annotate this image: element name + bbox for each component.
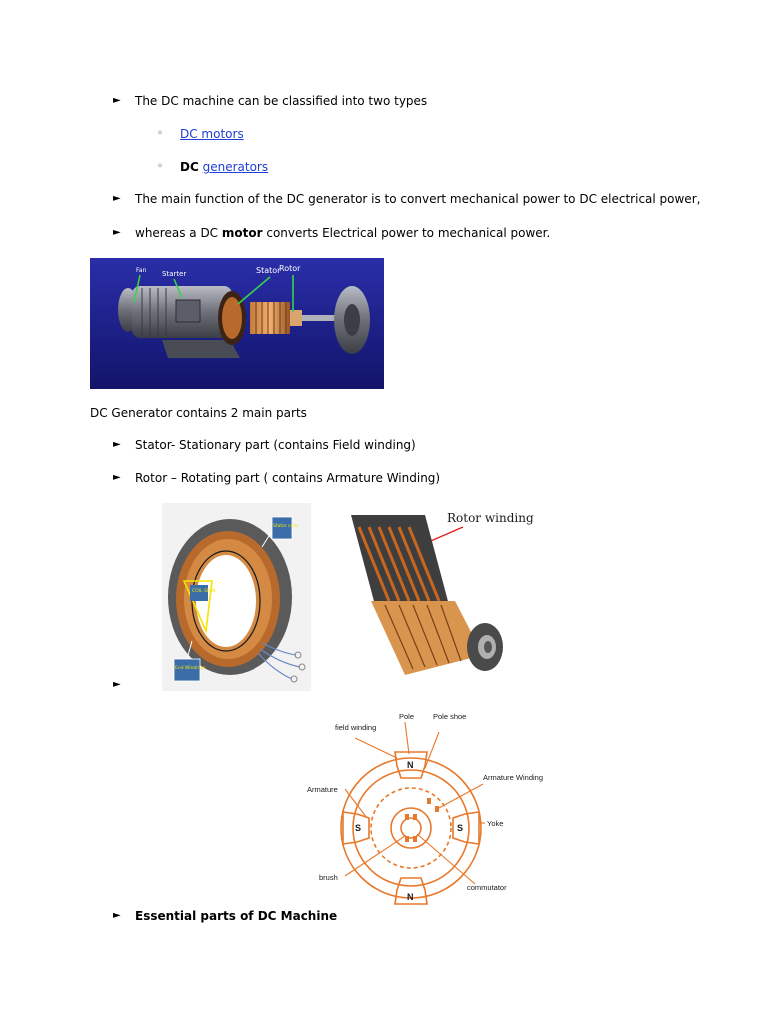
dc-motor-image <box>90 258 384 389</box>
list-item: Rotor – Rotating part ( contains Armature Winding) <box>135 471 441 485</box>
list-item: The main function of the DC generator is to convert mechanical power to DC electrical power, <box>135 192 701 206</box>
bullet-arrow-icon: ► <box>113 679 121 690</box>
circle-bullet-icon: ◦ <box>157 161 163 172</box>
paragraph: DC Generator contains 2 main parts <box>90 406 307 420</box>
pole-shoe-label: Pole shoe <box>433 712 467 721</box>
dc-motors-link[interactable]: DC motors <box>180 127 244 141</box>
dc-prefix: DC <box>180 160 199 174</box>
list-item: Stator- Stationary part (contains Field winding) <box>135 438 416 452</box>
text-segment: whereas a DC <box>135 226 222 240</box>
brush-label: brush <box>319 873 338 882</box>
list-item <box>180 126 244 142</box>
commutator-label: commutator <box>467 883 507 892</box>
list-item <box>180 159 268 175</box>
rotor-winding-label: Rotor winding <box>447 511 534 525</box>
stator-core-label: Stator core <box>273 524 298 529</box>
rotor-image <box>345 505 534 685</box>
list-item: Essential parts of DC Machine <box>135 909 338 923</box>
pole-n-top: N <box>407 760 414 770</box>
bullet-arrow-icon: ► <box>113 439 121 450</box>
text-segment: converts Electrical power to mechanical power. <box>262 226 551 240</box>
dc-machine-diagram <box>305 708 544 920</box>
yoke-label: Yoke <box>487 819 504 828</box>
list-item <box>135 225 550 241</box>
list-item: The DC machine can be classified into two types <box>135 94 428 108</box>
end-windings-label: End Windings <box>175 666 206 671</box>
stator-label: Stator <box>256 266 281 275</box>
circle-bullet-icon: ◦ <box>157 128 163 139</box>
pole-s-right: S <box>457 823 464 833</box>
armature-label: Armature <box>307 785 338 794</box>
bullet-arrow-icon: ► <box>113 910 121 921</box>
generators-link[interactable]: generators <box>202 160 269 174</box>
bullet-arrow-icon: ► <box>113 193 121 204</box>
coil-span-label: COIL SPAN <box>192 589 216 594</box>
rotor-label: Rotor <box>279 264 301 273</box>
stator-image <box>162 503 311 691</box>
pole-label: Pole <box>399 712 415 721</box>
bullet-arrow-icon: ► <box>113 95 121 106</box>
pole-s-left: S <box>355 823 362 833</box>
field-winding-label: field winding <box>335 723 377 732</box>
bullet-arrow-icon: ► <box>113 227 121 238</box>
armature-winding-label: Armature Winding <box>483 773 544 782</box>
bullet-arrow-icon: ► <box>113 472 121 483</box>
pole-n-bottom: N <box>407 892 414 902</box>
starter-label: Starter <box>162 270 187 278</box>
bold-motor: motor <box>221 226 263 240</box>
fan-label: Fan <box>136 267 147 274</box>
